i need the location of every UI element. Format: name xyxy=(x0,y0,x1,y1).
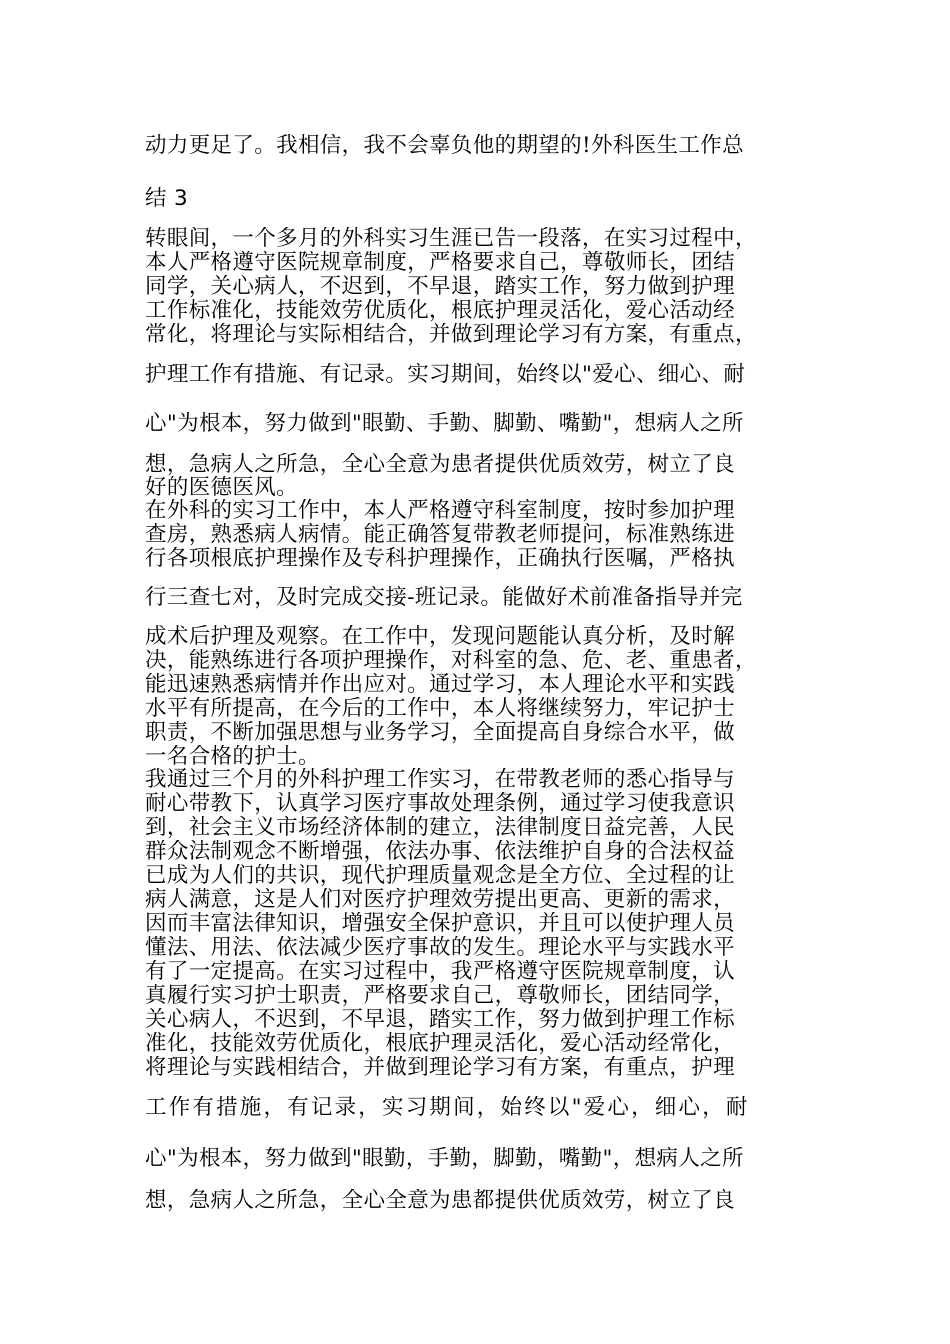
text-line: 一名合格的护士。 xyxy=(145,745,320,769)
text-line: 能迅速熟悉病情并作出应对。通过学习，本人理论水平和实践 xyxy=(145,673,735,697)
text-line: 想，急病人之所急，全心全意为患都提供优质效劳，树立了良 xyxy=(145,1189,735,1213)
text-line: 工作标准化，技能效劳优质化，根底护理灵活化，爱心活动经 xyxy=(145,299,735,323)
text-line: 在外科的实习工作中，本人严格遵守科室制度，按时参加护理 xyxy=(145,499,735,523)
text-line: 行三查七对，及时完成交接-班记录。能做好术前准备指导并完 xyxy=(145,586,743,610)
text-line: 动力更足了。我相信，我不会辜负他的期望的!外科医生工作总 xyxy=(145,134,744,158)
text-line: 关心病人，不迟到，不早退，踏实工作，努力做到护理工作标 xyxy=(145,1008,735,1032)
text-line: 因而丰富法律知识，增强安全保护意识，并且可以使护理人员 xyxy=(145,912,735,936)
text-line: 转眼间，一个多月的外科实习生涯已告一段落，在实习过程中， xyxy=(145,227,757,251)
section-heading: 结 3 xyxy=(145,187,189,211)
text-line: 常化，将理论与实际相结合，并做到理论学习有方案，有重点， xyxy=(145,323,757,347)
text-line: 心"为根本，努力做到"眼勤、手勤、脚勤、嘴勤"，想病人之所 xyxy=(145,412,744,436)
text-line: 到，社会主义市场经济体制的建立，法律制度日益完善，人民 xyxy=(145,816,735,840)
text-line: 懂法、用法、依法减少医疗事故的发生。理论水平与实践水平 xyxy=(145,936,735,960)
text-line: 水平有所提高，在今后的工作中，本人将继续努力，牢记护士 xyxy=(145,697,735,721)
text-line: 真履行实习护士职责，严格要求自己，尊敬师长，团结同学， xyxy=(145,984,735,1008)
text-line: 本人严格遵守医院规章制度，严格要求自己，尊敬师长，团结 xyxy=(145,251,735,275)
text-line: 工作有措施，有记录，实习期间，始终以"爱心，细心，耐 xyxy=(145,1096,750,1120)
text-line: 有了一定提高。在实习过程中，我严格遵守医院规章制度，认 xyxy=(145,960,735,984)
text-line: 准化，技能效劳优质化，根底护理灵活化，爱心活动经常化， xyxy=(145,1032,735,1056)
text-line: 病人满意，这是人们对医疗护理效劳提出更高、更新的需求， xyxy=(145,888,735,912)
text-line: 好的医德医风。 xyxy=(145,476,298,500)
text-line: 想，急病人之所急，全心全意为患者提供优质效劳，树立了良 xyxy=(145,453,735,477)
text-line: 心"为根本，努力做到"眼勤，手勤，脚勤，嘴勤"，想病人之所 xyxy=(145,1147,744,1171)
text-line: 查房，熟悉病人病情。能正确答复带教老师提问，标准熟练进 xyxy=(145,523,735,547)
text-line: 耐心带教下，认真学习医疗事故处理条例，通过学习使我意识 xyxy=(145,792,735,816)
text-line: 将理论与实践相结合，并做到理论学习有方案，有重点，护理 xyxy=(145,1056,735,1080)
text-line: 群众法制观念不断增强，依法办事、依法维护自身的合法权益 xyxy=(145,840,735,864)
text-line: 已成为人们的共识，现代护理质量观念是全方位、全过程的让 xyxy=(145,864,735,888)
text-line: 同学，关心病人，不迟到，不早退，踏实工作，努力做到护理 xyxy=(145,275,735,299)
text-line: 护理工作有措施、有记录。实习期间，始终以"爱心、细心、耐 xyxy=(145,363,746,387)
text-line: 行各项根底护理操作及专科护理操作，正确执行医嘱，严格执 xyxy=(145,547,735,571)
text-line: 我通过三个月的外科护理工作实习，在带教老师的悉心指导与 xyxy=(145,768,735,792)
text-line: 决，能熟练进行各项护理操作，对科室的急、危、老、重患者， xyxy=(145,649,757,673)
text-line: 职责，不断加强思想与业务学习，全面提高自身综合水平，做 xyxy=(145,721,735,745)
text-line: 成术后护理及观察。在工作中，发现问题能认真分析，及时解 xyxy=(145,625,735,649)
